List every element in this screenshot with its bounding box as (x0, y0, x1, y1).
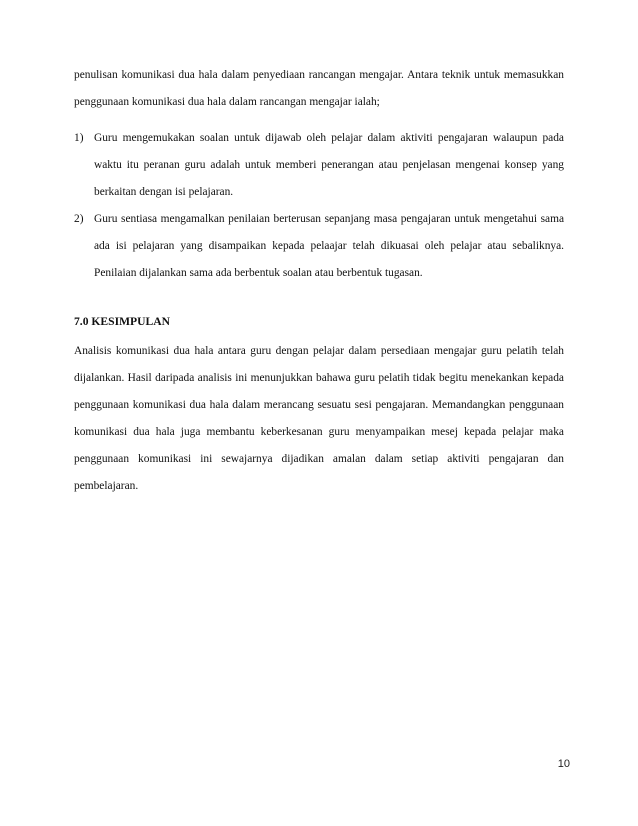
list-marker: 2) (74, 213, 84, 225)
section-heading: 7.0 KESIMPULAN (74, 315, 170, 328)
list-item-text: Guru sentiasa mengamalkan penilaian berterusan sepanjang masa pengajaran untuk mengetahui sama ada isi pelajaran yang disampaikan kepada pelaajar telah dikuasai oleh pelajar atau sebaliknya. Penilaian dijalankan sama ada berbentuk soalan atau berbentuk tugasan. (94, 213, 564, 279)
intro-paragraph: penulisan komunikasi dua hala dalam penyediaan rancangan mengajar. Antara teknik untuk memasukkan penggunaan komunikasi dua hala dalam rancangan mengajar ialah; (74, 69, 564, 108)
conclusion-paragraph: Analisis komunikasi dua hala antara guru dengan pelajar dalam persediaan mengajar guru pelatih telah dijalankan. Hasil daripada analisis ini menunjukkan bahawa guru pelatih tidak begitu menekankan kepada penggunaan komunikasi dua hala dalam merancang sesuatu sesi pengajaran. Memandangkan penggunaan komunikasi dua hala juga membantu keberkesanan guru menyampaikan mesej kepada pelajar maka penggunaan komunikasi ini sewajarnya dijadikan amalan dalam setiap aktiviti pengajaran dan pembelajaran. (74, 345, 564, 492)
document-page (74, 62, 564, 500)
list-item (74, 206, 564, 287)
list-item (74, 125, 564, 206)
list-marker: 1) (74, 132, 84, 144)
page-number: 10 (557, 758, 570, 770)
list-item-text: Guru mengemukakan soalan untuk dijawab oleh pelajar dalam aktiviti pengajaran walaupun pada waktu itu peranan guru adalah untuk memberi penerangan atau penjelasan mengenai konsep yang berkaitan dengan isi pelajaran. (94, 132, 564, 198)
technique-list (74, 125, 564, 287)
